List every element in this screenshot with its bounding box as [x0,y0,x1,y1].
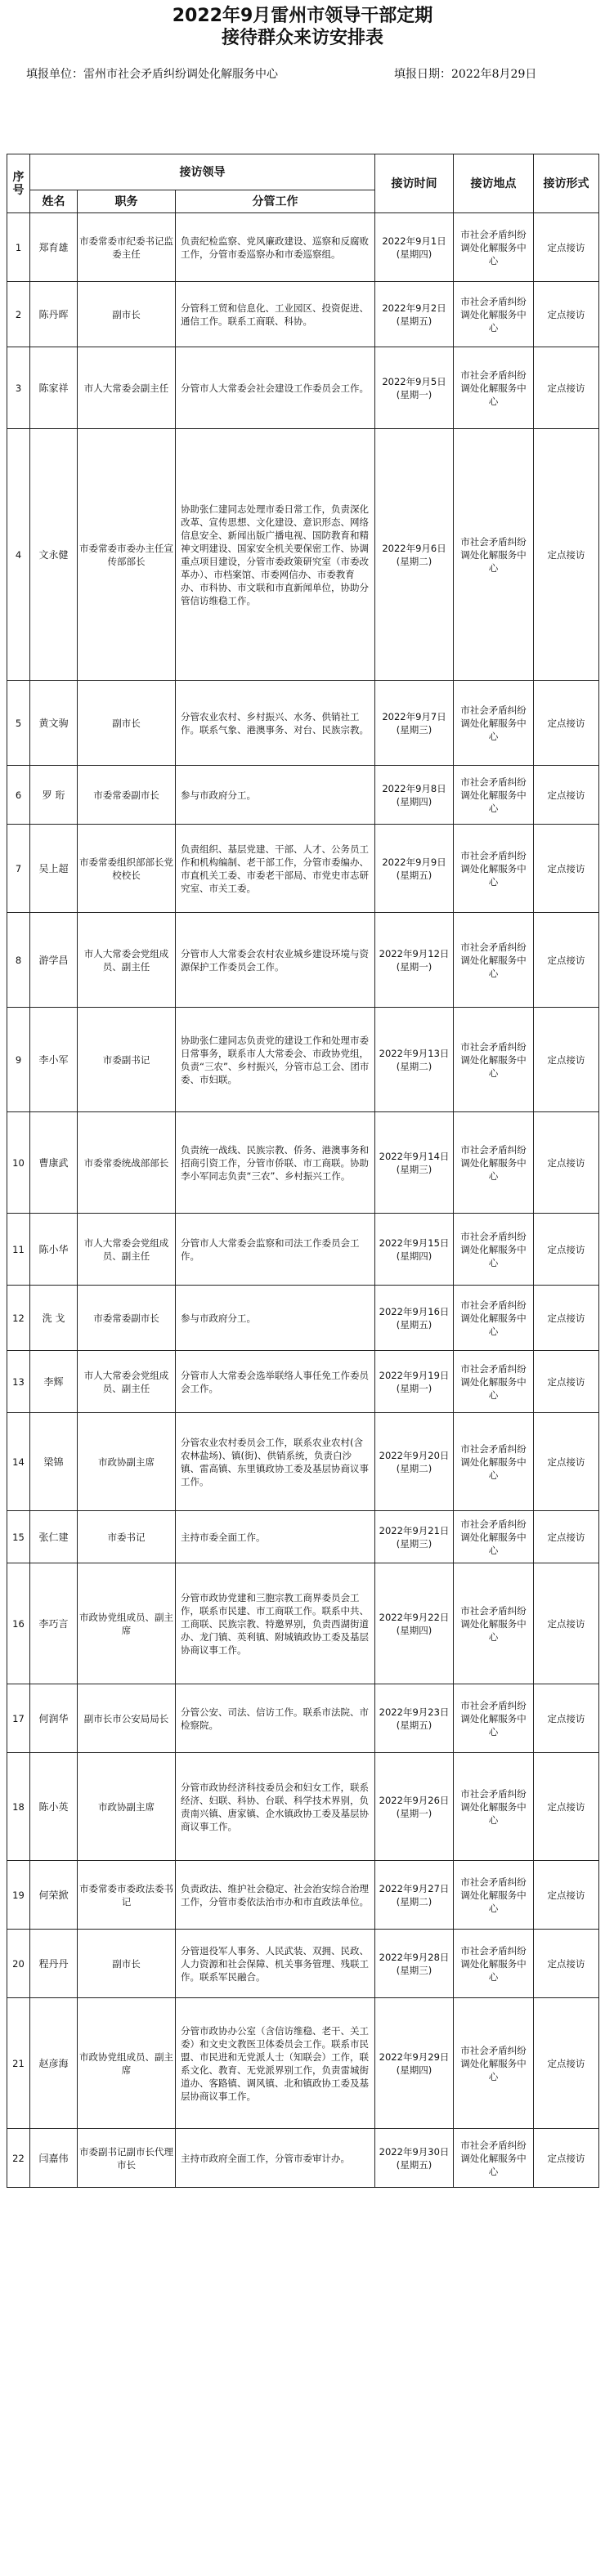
leader-position: 市委书记 [78,1511,176,1563]
table-row [7,2129,599,2188]
row-number: 4 [7,429,30,681]
visit-time: 2022年9月28日(星期三) [375,1930,454,1998]
leader-name: 陈丹晖 [30,282,78,347]
visit-time: 2022年9月29日(星期四) [375,1998,454,2129]
row-number: 6 [7,766,30,825]
row-number: 7 [7,825,30,913]
table-row [7,1008,599,1112]
leader-position: 市人大常委会党组成员、副主任 [78,1214,176,1286]
leader-name: 赵彦海 [30,1998,78,2129]
visit-form: 定点接访 [534,1286,599,1351]
table-row [7,766,599,825]
leader-position: 市委常委副市长 [78,766,176,825]
visit-form: 定点接访 [534,1930,599,1998]
fill-date [394,65,536,82]
leader-position: 副市长 [78,1930,176,1998]
table-row [7,1286,599,1351]
title-line-2: 接待群众来访安排表 [221,28,383,48]
leader-name: 曹康武 [30,1112,78,1214]
leader-duties: 分管市人大常委会监察和司法工作委员会工作。 [176,1214,375,1286]
visit-form: 定点接访 [534,1861,599,1930]
visit-place: 市社会矛盾纠纷调处化解服务中心 [454,1998,534,2129]
visit-time: 2022年9月21日(星期三) [375,1511,454,1563]
visit-form: 定点接访 [534,347,599,429]
table-row [7,1753,599,1861]
leader-name: 陈小英 [30,1753,78,1861]
leader-duties: 分管退役军人事务、人民武装、双拥、民政、人力资源和社会保障、机关事务管理、残联工作。联系军民融合。 [176,1930,375,1998]
row-number: 2 [7,282,30,347]
leader-duties: 分管农业农村委员会工作，联系农业农村(含农林盐场)、镇(街)、供销系统，负责白沙镇、雷高镇、东里镇政协工委及基层协商议事工作。 [176,1413,375,1511]
leader-duties: 协助张仁建同志负责党的建设工作和处理市委日常事务，联系市人大常委会、市政协党组，负责“三农”、乡村振兴，分管市总工会、团市委、市妇联。 [176,1008,375,1112]
visit-time: 2022年9月26日(星期一) [375,1753,454,1861]
visit-form: 定点接访 [534,1214,599,1286]
row-number: 1 [7,213,30,282]
leader-position: 市委副书记 [78,1008,176,1112]
leader-position: 市委常委组织部部长党校校长 [78,825,176,913]
row-number: 16 [7,1563,30,1684]
fill-meta [0,59,605,87]
leader-duties: 参与市政府分工。 [176,766,375,825]
visit-place: 市社会矛盾纠纷调处化解服务中心 [454,429,534,681]
leader-name: 陈小华 [30,1214,78,1286]
fill-unit [26,65,278,82]
leader-position: 市委常委统战部部长 [78,1112,176,1214]
leader-position: 市委常委副市长 [78,1286,176,1351]
visit-time: 2022年9月30日(星期五) [375,2129,454,2188]
table-row [7,1563,599,1684]
table-row [7,1998,599,2129]
header-place: 接访地点 [454,154,534,213]
visit-time: 2022年9月7日(星期三) [375,681,454,766]
row-number: 12 [7,1286,30,1351]
visit-place: 市社会矛盾纠纷调处化解服务中心 [454,1214,534,1286]
header-form: 接访形式 [534,154,599,213]
visit-form: 定点接访 [534,2129,599,2188]
visit-time: 2022年9月14日(星期三) [375,1112,454,1214]
leader-duties: 负责组织、基层党建、干部、人才、公务员工作和机构编制、老干部工作，分管市委编办、市直机关工委、市委老干部局、市党史市志研究室、市关工委。 [176,825,375,913]
table-row [7,1351,599,1413]
visit-time: 2022年9月19日(星期一) [375,1351,454,1413]
table-row [7,1861,599,1930]
visit-time: 2022年9月6日(星期二) [375,429,454,681]
row-number: 15 [7,1511,30,1563]
page-title [0,5,605,49]
visit-time: 2022年9月22日(星期四) [375,1563,454,1684]
title-line-1: 2022年9月雷州市领导干部定期 [172,6,433,26]
header-duties: 分管工作 [176,190,375,213]
row-number: 9 [7,1008,30,1112]
visit-time: 2022年9月13日(星期二) [375,1008,454,1112]
visit-time: 2022年9月12日(星期一) [375,913,454,1008]
table-row [7,1511,599,1563]
visit-form: 定点接访 [534,825,599,913]
schedule-table [7,154,599,2188]
leader-duties: 分管农业农村、乡村振兴、水务、供销社工作。联系气象、港澳事务、对台、民族宗教。 [176,681,375,766]
leader-name: 李辉 [30,1351,78,1413]
visit-form: 定点接访 [534,1112,599,1214]
leader-position: 市委常委市纪委书记监委主任 [78,213,176,282]
row-number: 20 [7,1930,30,1998]
fill-date-label: 填报日期： [394,68,451,81]
visit-form: 定点接访 [534,1008,599,1112]
visit-form: 定点接访 [534,913,599,1008]
visit-place: 市社会矛盾纠纷调处化解服务中心 [454,2129,534,2188]
table-row [7,825,599,913]
visit-form: 定点接访 [534,213,599,282]
leader-position: 市委常委市委办主任宣传部部长 [78,429,176,681]
row-number: 14 [7,1413,30,1511]
row-number: 10 [7,1112,30,1214]
header-leader: 接访领导 [30,154,375,190]
leader-name: 张仁建 [30,1511,78,1563]
table-row [7,282,599,347]
table-row [7,1112,599,1214]
leader-duties: 分管市政协经济科技委员会和妇女工作，联系经济、妇联、科协、台联、科学技术界别，负责南兴镇、唐家镇、企水镇政协工委及基层协商议事工作。 [176,1753,375,1861]
visit-time: 2022年9月1日(星期四) [375,213,454,282]
table-row [7,681,599,766]
leader-name: 吴上超 [30,825,78,913]
leader-name: 黄文驹 [30,681,78,766]
leader-position: 市委常委市委政法委书记 [78,1861,176,1930]
leader-duties: 分管公安、司法、信访工作。联系市法院、市检察院。 [176,1684,375,1753]
visit-time: 2022年9月27日(星期二) [375,1861,454,1930]
visit-place: 市社会矛盾纠纷调处化解服务中心 [454,1413,534,1511]
visit-form: 定点接访 [534,1563,599,1684]
visit-form: 定点接访 [534,1998,599,2129]
leader-position: 市人大常委会党组成员、副主任 [78,1351,176,1413]
visit-place: 市社会矛盾纠纷调处化解服务中心 [454,913,534,1008]
fill-unit-label: 填报单位： [26,68,83,81]
leader-position: 市政协副主席 [78,1413,176,1511]
leader-duties: 分管市政协党建和三胞宗教工商界委员会工作，联系市民建、市工商联工作。联系中共、工商联、民族宗教、特邀界别，负责西湖街道办、龙门镇、英利镇、附城镇政协工委及基层协商议事工作。 [176,1563,375,1684]
leader-name: 李小军 [30,1008,78,1112]
table-row [7,347,599,429]
leader-duties: 负责统一战线、民族宗教、侨务、港澳事务和招商引资工作，分管市侨联、市工商联。协助李小军同志负责“三农”、乡村振兴工作。 [176,1112,375,1214]
row-number: 18 [7,1753,30,1861]
leader-name: 洗 戈 [30,1286,78,1351]
visit-form: 定点接访 [534,1684,599,1753]
header-time: 接访时间 [375,154,454,213]
fill-unit-value: 雷州市社会矛盾纠纷调处化解服务中心 [83,68,278,81]
table-row [7,1214,599,1286]
visit-place: 市社会矛盾纠纷调处化解服务中心 [454,213,534,282]
visit-form: 定点接访 [534,1753,599,1861]
visit-form: 定点接访 [534,429,599,681]
row-number: 3 [7,347,30,429]
leader-position: 市人大常委会副主任 [78,347,176,429]
visit-place: 市社会矛盾纠纷调处化解服务中心 [454,1286,534,1351]
leader-duties: 分管市人大常委会农村农业城乡建设环境与资源保护工作委员会工作。 [176,913,375,1008]
visit-place: 市社会矛盾纠纷调处化解服务中心 [454,1861,534,1930]
leader-duties: 主持市政府全面工作，分管市委审计办。 [176,2129,375,2188]
leader-name: 程丹丹 [30,1930,78,1998]
visit-place: 市社会矛盾纠纷调处化解服务中心 [454,347,534,429]
visit-form: 定点接访 [534,766,599,825]
leader-name: 郑育雄 [30,213,78,282]
leader-name: 罗 珩 [30,766,78,825]
leader-duties: 主持市委全面工作。 [176,1511,375,1563]
visit-place: 市社会矛盾纠纷调处化解服务中心 [454,1112,534,1214]
leader-name: 文永健 [30,429,78,681]
row-number: 11 [7,1214,30,1286]
leader-duties: 协助张仁建同志处理市委日常工作，负责深化改革、宣传思想、文化建设、意识形态、网络信息安全、新闻出版广播电视、国防教育和精神文明建设、国家安全机关要保密工作、协调重点项目建设，分管市委政策研究室（市委改革办）、市档案馆、市委网信办、市委教育办、市科协、市文联和市直新闻单位，协助分管信访维稳工作。 [176,429,375,681]
row-number: 19 [7,1861,30,1930]
leader-name: 闫嘉伟 [30,2129,78,2188]
leader-name: 梁锦 [30,1413,78,1511]
visit-time: 2022年9月20日(星期二) [375,1413,454,1511]
leader-position: 副市长市公安局局长 [78,1684,176,1753]
visit-place: 市社会矛盾纠纷调处化解服务中心 [454,1930,534,1998]
row-number: 8 [7,913,30,1008]
visit-place: 市社会矛盾纠纷调处化解服务中心 [454,1008,534,1112]
visit-place: 市社会矛盾纠纷调处化解服务中心 [454,282,534,347]
visit-time: 2022年9月2日(星期五) [375,282,454,347]
row-number: 17 [7,1684,30,1753]
table-row [7,1413,599,1511]
header-position: 职务 [78,190,176,213]
leader-position: 市政协副主席 [78,1753,176,1861]
visit-place: 市社会矛盾纠纷调处化解服务中心 [454,1351,534,1413]
visit-place: 市社会矛盾纠纷调处化解服务中心 [454,825,534,913]
table-row [7,213,599,282]
visit-form: 定点接访 [534,681,599,766]
row-number: 5 [7,681,30,766]
leader-duties: 分管市政协办公室（含信访维稳、老干、关工委）和文史文教医卫体委员会工作。联系市民盟、市民进和无党派人士（知联会）工作，联系文化、教育、无党派界别工作，负责雷城街道办、客路镇、调风镇、北和镇政协工委及基层协商议事工作。 [176,1998,375,2129]
row-number: 13 [7,1351,30,1413]
leader-duties: 分管市人大常委会社会建设工作委员会工作。 [176,347,375,429]
leader-name: 何润华 [30,1684,78,1753]
leader-duties: 分管市人大常委会选举联络人事任免工作委员会工作。 [176,1351,375,1413]
table-row [7,429,599,681]
visit-time: 2022年9月16日(星期五) [375,1286,454,1351]
visit-place: 市社会矛盾纠纷调处化解服务中心 [454,766,534,825]
visit-place: 市社会矛盾纠纷调处化解服务中心 [454,1753,534,1861]
leader-position: 市委副书记副市长代理市长 [78,2129,176,2188]
visit-time: 2022年9月5日(星期一) [375,347,454,429]
visit-place: 市社会矛盾纠纷调处化解服务中心 [454,1563,534,1684]
leader-duties: 负责纪检监察、党风廉政建设、巡察和反腐败工作，分管市委巡察办和市委巡察组。 [176,213,375,282]
leader-name: 游学昌 [30,913,78,1008]
row-number: 22 [7,2129,30,2188]
visit-time: 2022年9月15日(星期四) [375,1214,454,1286]
leader-position: 市政协党组成员、副主席 [78,1998,176,2129]
leader-name: 陈家祥 [30,347,78,429]
row-number: 21 [7,1998,30,2129]
leader-name: 李巧言 [30,1563,78,1684]
table-row [7,913,599,1008]
visit-form: 定点接访 [534,282,599,347]
visit-place: 市社会矛盾纠纷调处化解服务中心 [454,1511,534,1563]
leader-position: 市政协党组成员、副主席 [78,1563,176,1684]
leader-duties: 负责政法、维护社会稳定、社会治安综合治理工作，分管市委依法治市办和市直政法单位。 [176,1861,375,1930]
header-seq: 序号 [7,154,30,213]
visit-place: 市社会矛盾纠纷调处化解服务中心 [454,681,534,766]
leader-name: 何荣掀 [30,1861,78,1930]
leader-position: 市人大常委会党组成员、副主任 [78,913,176,1008]
visit-form: 定点接访 [534,1511,599,1563]
leader-duties: 参与市政府分工。 [176,1286,375,1351]
visit-time: 2022年9月23日(星期五) [375,1684,454,1753]
fill-date-value: 2022年8月29日 [451,68,537,81]
header-name: 姓名 [30,190,78,213]
visit-place: 市社会矛盾纠纷调处化解服务中心 [454,1684,534,1753]
visit-time: 2022年9月9日(星期五) [375,825,454,913]
table-row [7,1930,599,1998]
visit-form: 定点接访 [534,1351,599,1413]
leader-position: 副市长 [78,282,176,347]
leader-position: 副市长 [78,681,176,766]
visit-time: 2022年9月8日(星期四) [375,766,454,825]
leader-duties: 分管科工贸和信息化、工业园区、投资促进、通信工作。联系工商联、科协。 [176,282,375,347]
table-row [7,1684,599,1753]
visit-form: 定点接访 [534,1413,599,1511]
